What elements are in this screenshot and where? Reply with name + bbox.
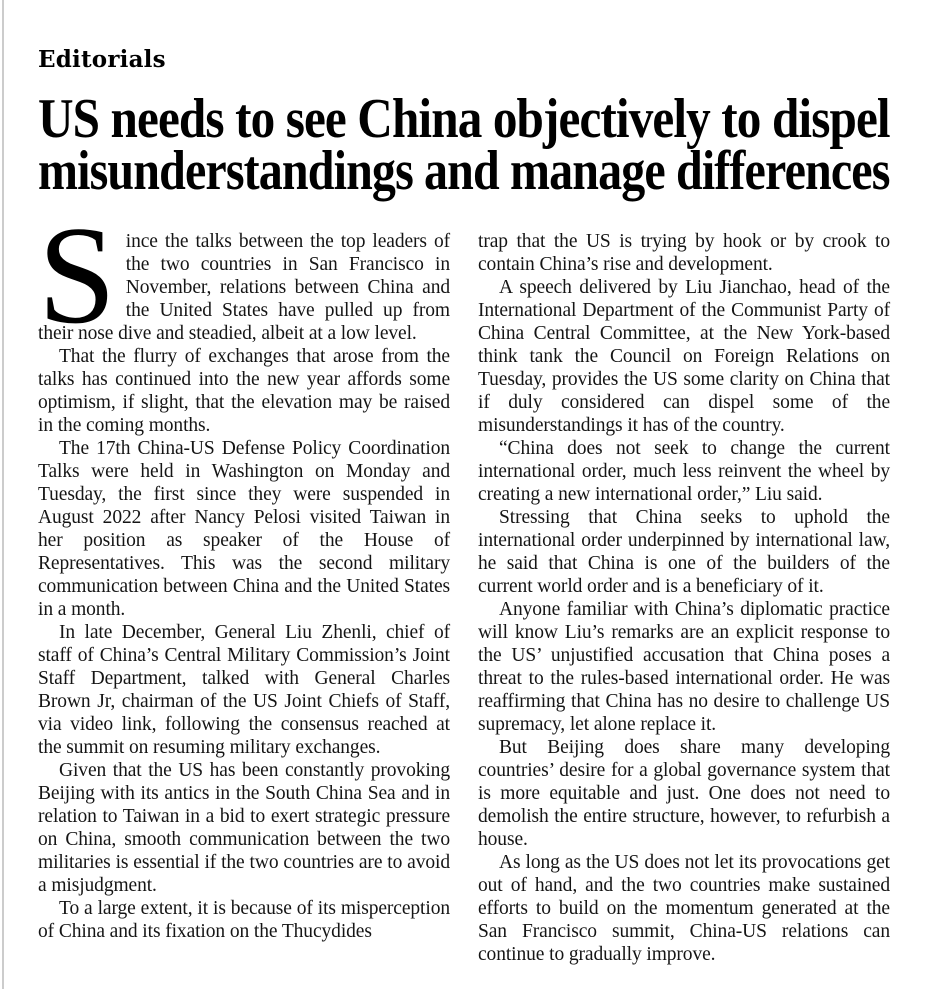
paragraph: Since the talks between the top leaders of the two countries in San Francisco in November, relations between China and the United States have pulled up from their nose dive and steadied, albeit at a low level. [38, 198, 450, 353]
article-body [38, 198, 890, 966]
paragraph: But Beijing does share many developing countries’ desire for a global governance system that is more equitable and just. One does not need to demolish the entire structure, however, to refurbish a house. [478, 737, 890, 850]
left-edge-rule [2, 0, 4, 989]
section-label: Editorials [38, 46, 166, 73]
headline [38, 88, 890, 202]
paragraph: Stressing that China seeks to uphold the international order underpinned by international law, he said that China is one of the builders of the current world order and is a beneficiary of it. [478, 507, 890, 597]
paragraph: Anyone familiar with China’s diplomatic practice will know Liu’s remarks are an explicit response to the US’ unjustified accusation that China poses a threat to the rules-based international order. He was reaffirming that China has no desire to challenge US supremacy, let alone replace it. [478, 599, 890, 735]
paragraph: “China does not seek to change the current international order, much less reinvent the wheel by creating a new international order,” Liu said. [478, 438, 890, 505]
article-column-right [478, 230, 890, 966]
page-content [38, 0, 890, 966]
paragraph: trap that the US is trying by hook or by crook to contain China’s rise and development. [478, 231, 890, 275]
paragraph: That the flurry of exchanges that arose from the talks has continued into the new year affords some optimism, if slight, that the elevation may be raised in the coming months. [38, 346, 450, 436]
paragraph: In late December, General Liu Zhenli, chief of staff of China’s Central Military Commission’s Joint Staff Department, talked with General Charles Brown Jr, chairman of the US Joint Chiefs of Staff, via video link, following the consensus reached at the summit on resuming military exchanges. [38, 622, 450, 758]
paragraph: As long as the US does not let its provocations get out of hand, and the two countries make sustained efforts to build on the momentum generated at the San Francisco summit, China-US relations can continue to gradually improve. [478, 852, 890, 965]
paragraph: The 17th China-US Defense Policy Coordination Talks were held in Washington on Monday and Tuesday, the first since they were suspended in August 2022 after Nancy Pelosi visited Taiwan in her position as speaker of the House of Representatives. This was the second military communication between China and the United States in a month. [38, 438, 450, 620]
drop-cap: S [38, 198, 116, 353]
paragraph: Given that the US has been constantly provoking Beijing with its antics in the South China Sea and in relation to Taiwan in a bid to exert strategic pressure on China, smooth communication between the two militaries is essential if the two countries are to avoid a misjudgment. [38, 760, 450, 896]
headline-line-1: US needs to see China objectively to dispel [38, 88, 890, 150]
paragraph: To a large extent, it is because of its misperception of China and its fixation on the Thucydides [38, 898, 450, 942]
headline-line-2: misunderstandings and manage differences [38, 140, 890, 202]
article-column-left [38, 198, 450, 966]
paragraph: A speech delivered by Liu Jianchao, head of the International Department of the Communist Party of China Central Committee, at the New York-based think tank the Council on Foreign Relations on Tuesday, provides the US some clarity on China that if duly considered can dispel some of the misunderstandings it has of the country. [478, 277, 890, 436]
